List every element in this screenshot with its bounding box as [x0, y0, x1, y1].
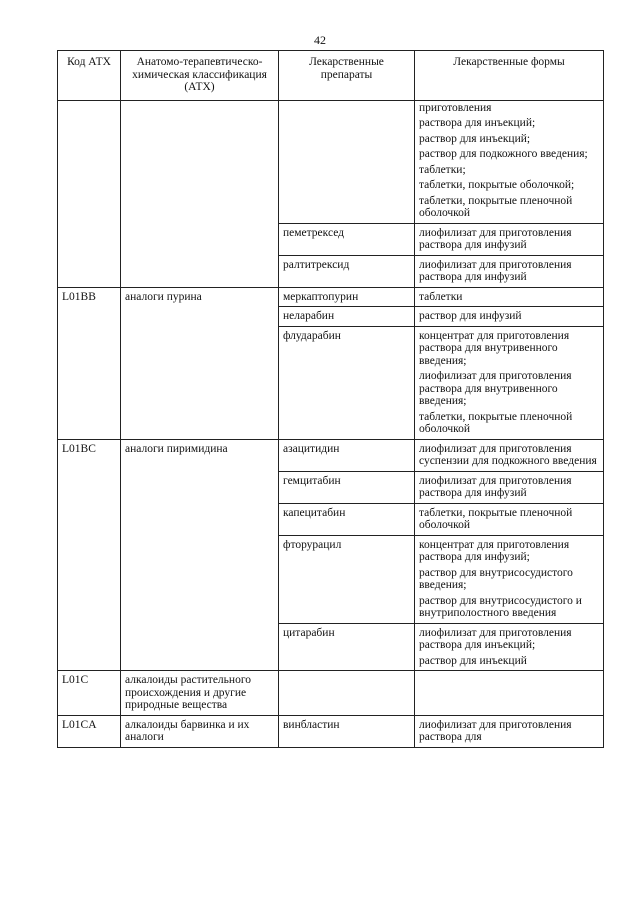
table-row: [58, 223, 604, 255]
cell-code: [58, 307, 121, 327]
cell-code: L01BB: [58, 287, 121, 307]
cell-forms: [415, 671, 604, 716]
header-forms: Лекарственные формы: [415, 51, 604, 101]
cell-forms: [415, 715, 604, 747]
form-line: лиофилизат для приготовления раствора для инфузий: [419, 258, 572, 283]
cell-atc: [121, 623, 279, 671]
cell-atc: [121, 223, 279, 255]
page-number: 42: [314, 33, 326, 47]
table-row: [58, 623, 604, 671]
table-row: [58, 255, 604, 287]
header-atc: Анатомо-терапевтическо-химическая классификация (АТХ): [121, 51, 279, 101]
cell-atc: [121, 535, 279, 623]
form-line: таблетки;: [419, 163, 466, 176]
cell-forms: [415, 503, 604, 535]
cell-drug: винбластин: [279, 715, 415, 747]
form-line: раствор для инъекций: [419, 654, 527, 667]
cell-forms: [415, 287, 604, 307]
atc-table: [57, 50, 604, 748]
cell-drug: фторурацил: [279, 535, 415, 623]
cell-atc: [121, 503, 279, 535]
cell-drug: неларабин: [279, 307, 415, 327]
cell-code: [58, 535, 121, 623]
cell-drug: меркаптопурин: [279, 287, 415, 307]
cell-atc: [121, 307, 279, 327]
cell-code: [58, 503, 121, 535]
form-line: лиофилизат для приготовления раствора для инфузий: [419, 474, 572, 499]
cell-forms: [415, 255, 604, 287]
form-line: лиофилизат для приготовления раствора для инъекций;: [419, 626, 572, 651]
cell-atc: аналоги пиримидина: [121, 439, 279, 471]
table-row: [58, 503, 604, 535]
form-line: таблетки, покрытые оболочкой;: [419, 179, 575, 191]
cell-forms: [415, 623, 604, 671]
cell-drug: пеметрексед: [279, 223, 415, 255]
cell-drug: цитарабин: [279, 623, 415, 671]
cell-drug: гемцитабин: [279, 471, 415, 503]
cell-atc: алкалоиды барвинка и их аналоги: [121, 715, 279, 747]
header-drug: Лекарственные препараты: [279, 51, 415, 101]
cell-drug: флударабин: [279, 326, 415, 439]
table-header-row: [58, 51, 604, 101]
form-line: лиофилизат для приготовления суспензии для подкожного введения: [419, 442, 597, 467]
form-line: раствор для подкожного введения;: [419, 148, 588, 160]
cell-forms: [415, 100, 604, 223]
cell-code: [58, 471, 121, 503]
form-line: концентрат для приготовления раствора для инфузий;: [419, 538, 570, 563]
table-row: [58, 671, 604, 716]
cell-forms: [415, 439, 604, 471]
table-row: [58, 100, 604, 223]
form-line: раствора для инъекций;: [419, 117, 536, 129]
form-line: таблетки, покрытые пленочной оболочкой: [419, 410, 573, 435]
table-row: [58, 535, 604, 623]
form-line: раствор для внутрисосудистого введения;: [419, 566, 573, 591]
cell-forms: [415, 307, 604, 327]
form-line: концентрат для приготовления раствора для внутривенного введения;: [419, 329, 570, 367]
form-line: таблетки, покрытые пленочной оболочкой: [419, 506, 573, 531]
form-line: раствор для инфузий: [419, 310, 522, 322]
form-line: лиофилизат для приготовления раствора для инфузий: [419, 226, 572, 251]
cell-code: L01BC: [58, 439, 121, 471]
cell-code: [58, 255, 121, 287]
cell-atc: аналоги пурина: [121, 287, 279, 307]
table-row: [58, 439, 604, 471]
cell-atc: [121, 471, 279, 503]
cell-atc: [121, 326, 279, 439]
cell-drug: азацитидин: [279, 439, 415, 471]
cell-code: L01CA: [58, 715, 121, 747]
table-row: [58, 715, 604, 747]
form-line: раствор для внутрисосудистого и внутриполостного введения: [419, 594, 582, 619]
cell-forms: [415, 535, 604, 623]
form-line: таблетки, покрытые пленочной оболочкой: [419, 194, 573, 219]
form-line: лиофилизат для приготовления раствора для внутривенного введения;: [419, 370, 572, 407]
cell-forms: [415, 326, 604, 439]
table-row: [58, 471, 604, 503]
cell-drug: [279, 100, 415, 223]
cell-drug: ралтитрексид: [279, 255, 415, 287]
form-line: лиофилизат для приготовления раствора для: [419, 718, 572, 743]
cell-forms: [415, 471, 604, 503]
cell-atc: алкалоиды растительного происхождения и другие природные вещества: [121, 671, 279, 716]
cell-code: [58, 326, 121, 439]
cell-code: [58, 100, 121, 223]
cell-code: [58, 623, 121, 671]
cell-atc: [121, 255, 279, 287]
table-row: [58, 307, 604, 327]
form-line: раствор для инъекций;: [419, 132, 531, 145]
cell-drug: капецитабин: [279, 503, 415, 535]
header-code: Код АТХ: [58, 51, 121, 101]
cell-forms: [415, 223, 604, 255]
form-line: таблетки: [419, 290, 463, 303]
form-line: приготовления: [419, 101, 492, 114]
cell-code: [58, 223, 121, 255]
table-row: [58, 287, 604, 307]
cell-atc: [121, 100, 279, 223]
table-row: [58, 326, 604, 439]
cell-drug: [279, 671, 415, 716]
cell-code: L01C: [58, 671, 121, 716]
